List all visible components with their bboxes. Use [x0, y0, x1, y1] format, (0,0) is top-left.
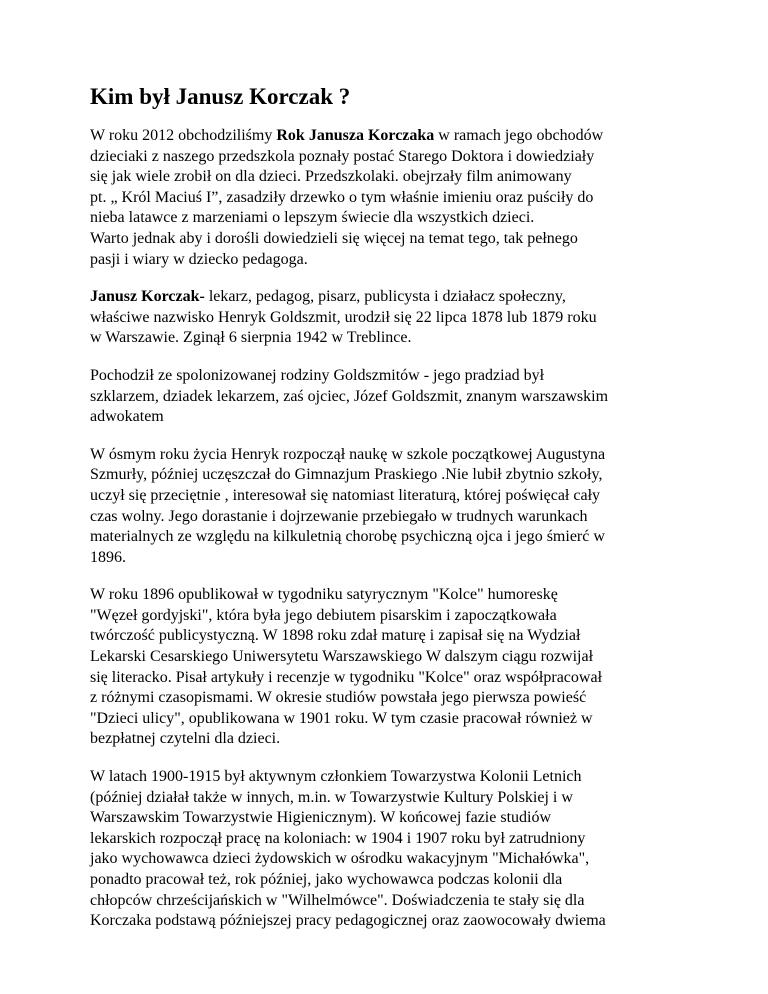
- paragraph-1: [90, 126, 690, 270]
- text-line: W ósmym roku życia Henryk rozpoczął naukę w szkole początkowej Augustyna: [90, 445, 606, 463]
- text-line: "Dzieci ulicy", opublikowana w 1901 roku. W tym czasie pracował również w: [90, 709, 593, 727]
- text-line: z różnymi czasopismami. W okresie studiów powstała jego pierwsza powieść: [90, 689, 587, 707]
- text-line: Warszawskim Towarzystwie Higienicznym). W końcowej fazie studiów: [90, 809, 552, 827]
- text-line: Warto jednak aby i dorośli dowiedzieli się więcej na temat tego, tak pełnego: [90, 229, 578, 247]
- text-line: szklarzem, dziadek lekarzem, zaś ojciec, Józef Goldszmit, znanym warszawskim: [90, 387, 609, 405]
- text-line: się literacko. Pisał artykuły i recenzje w tygodniku "Kolce" oraz współpracował: [90, 668, 603, 686]
- text-segment: lekarz, pedagog, pisarz, publicysta i działacz społeczny,: [204, 288, 566, 306]
- text-line: lekarskich rozpoczął pracę na koloniach: w 1904 i 1907 roku był zatrudniony: [90, 829, 586, 847]
- text-line: w Warszawie. Zginął 6 sierpnia 1942 w Treblince.: [90, 329, 412, 347]
- text-line: uczył się przeciętnie , interesował się natomiast literaturą, której poświęcał cały: [90, 486, 601, 504]
- paragraph-3: [90, 366, 690, 428]
- text-line: Szmurły, później uczęszczał do Gimnazjum Praskiego .Nie lubił zbytnio szkoły,: [90, 466, 603, 484]
- text-line: (później działał także w innych, m.in. w Towarzystwie Kultury Polskiej i w: [90, 788, 573, 806]
- text-segment: w ramach jego obchodów: [434, 127, 604, 144]
- paragraph-5: [90, 585, 690, 750]
- text-line: dzieciaki z naszego przedszkola poznały postać Starego Doktora i dowiedziały: [90, 147, 595, 165]
- text-line: się jak wiele zrobił on dla dzieci. Przedszkolaki. obejrzały film animowany: [90, 168, 572, 186]
- text-line: adwokatem: [90, 408, 164, 426]
- paragraph-6: [90, 767, 690, 932]
- text-line: 1896.: [90, 548, 126, 566]
- text-line: jako wychowawca dzieci żydowskich w ośrodku wakacyjnym "Michałówka",: [90, 850, 590, 868]
- text-line: Lekarski Cesarskiego Uniwersytetu Warszawskiego W dalszym ciągu rozwijał: [90, 648, 594, 666]
- text-line: "Węzeł gordyjski", która była jego debiutem pisarskim i zapoczątkowała: [90, 606, 557, 624]
- text-line: W latach 1900-1915 był aktywnym członkiem Towarzystwa Kolonii Letnich: [90, 768, 582, 786]
- text-line: Korczaka podstawą późniejszej pracy pedagogicznej oraz zaowocowały dwiema: [90, 912, 606, 930]
- text-line: [90, 287, 690, 308]
- text-segment: W roku 2012 obchodziliśmy: [90, 127, 277, 144]
- document-page: [90, 82, 690, 949]
- text-line: właściwe nazwisko Henryk Goldszmit, urodził się 22 lipca 1878 lub 1879 roku: [90, 308, 597, 326]
- text-line: [90, 126, 690, 147]
- paragraph-4: [90, 445, 690, 569]
- text-line: W roku 1896 opublikował w tygodniku satyrycznym "Kolce" humoreskę: [90, 586, 558, 604]
- text-line: Pochodził ze spolonizowanej rodziny Goldszmitów - jego pradziad był: [90, 366, 545, 384]
- document-body: [90, 126, 690, 932]
- text-line: czas wolny. Jego dorastanie i dojrzewanie przebiegało w trudnych warunkach: [90, 507, 588, 525]
- text-line: ponadto pracował też, rok później, jako wychowawca podczas kolonii dla: [90, 871, 563, 888]
- text-line: materialnych ze względu na kilkuletnią chorobę psychiczną ojca i jego śmierć w: [90, 528, 605, 546]
- document-title: Kim był Janusz Korczak ?: [90, 84, 351, 109]
- text-line: pt. „ Król Maciuś I”, zasadziły drzewko o tym właśnie imieniu oraz puściły do: [90, 188, 594, 206]
- text-line: chłopców chrześcijańskich w "Wilhelmówce". Doświadczenia te stały się dla: [90, 891, 585, 909]
- text-line: nieba latawce z marzeniami o lepszym świecie dla wszystkich dzieci.: [90, 209, 535, 227]
- text-line: twórczość publicystyczną. W 1898 roku zdał maturę i zapisał się na Wydział: [90, 627, 581, 645]
- text-line: bezpłatnej czytelni dla dzieci.: [90, 730, 281, 748]
- text-line: pasji i wiary w dziecko pedagoga.: [90, 250, 308, 268]
- bold-text: Janusz Korczak-: [90, 288, 205, 306]
- paragraph-2: [90, 287, 690, 349]
- bold-text: Rok Janusza Korczaka: [276, 127, 435, 144]
